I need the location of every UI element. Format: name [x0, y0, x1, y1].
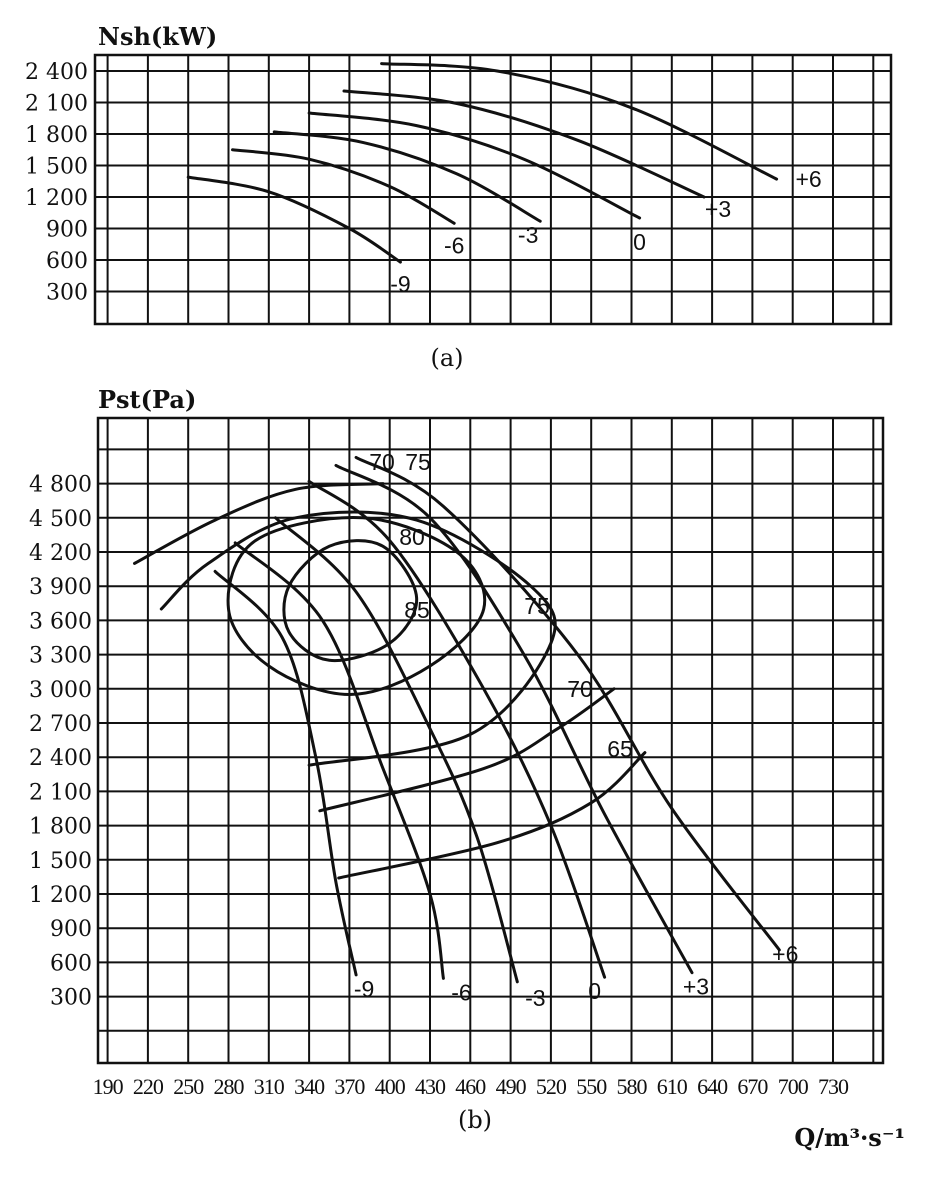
chart-b-xtick: 730: [818, 1074, 848, 1099]
chart-b-ytick: 3 900: [29, 575, 92, 601]
chart-a-curve-minus9: [188, 177, 400, 262]
chart-b-efficiency-label-70: 70: [567, 676, 593, 702]
chart-b-angle-label-minus9: -9: [353, 975, 375, 1002]
chart-b-ylabel: Pst(Pa): [98, 385, 197, 414]
chart-b-efficiency-curve-75-2: [161, 512, 555, 765]
chart-a-curve-label-0: 0: [633, 229, 646, 255]
chart-a-curve-labels: [390, 166, 821, 297]
chart-a-curve-label-minus3: -3: [517, 222, 539, 249]
chart-b-angle-label-plus3: +3: [682, 973, 710, 1000]
chart-b-ytick: 2 400: [29, 746, 92, 772]
chart-b-xtick: 580: [616, 1074, 647, 1099]
chart-b-xtick: 640: [697, 1074, 728, 1099]
chart-b-pressure: [29, 385, 905, 1152]
chart-b-xticks: [93, 1074, 849, 1099]
chart-a-ylabel: Nsh(kW): [98, 22, 218, 51]
chart-b-xtick: 280: [213, 1074, 244, 1099]
chart-b-xtick: 490: [495, 1074, 526, 1099]
chart-a-ytick: 900: [46, 217, 88, 243]
chart-a-ytick: 600: [46, 249, 88, 274]
chart-b-efficiency-label-75-top: 75: [405, 449, 431, 475]
chart-a-grid: [95, 55, 891, 324]
chart-b-ytick: 3 000: [29, 677, 92, 703]
chart-a-ytick: 1 500: [25, 154, 88, 180]
chart-b-efficiency-curve-70-1: [320, 689, 614, 811]
chart-b-efficiency-curve-80-4: [228, 518, 485, 695]
chart-b-efficiency-label-75: 75: [524, 593, 550, 619]
chart-a-curve-label-minus6: -6: [443, 232, 465, 259]
chart-b-xtick: 250: [173, 1074, 204, 1099]
chart-a-power: [25, 22, 891, 372]
chart-b-ytick: 4 200: [29, 541, 92, 566]
chart-a-caption: (a): [430, 344, 464, 372]
chart-b-efficiency-label-70: 70: [369, 449, 395, 475]
chart-b-ytick: 300: [50, 985, 92, 1011]
chart-b-caption: (b): [457, 1106, 493, 1134]
chart-b-curves: [135, 457, 780, 981]
chart-b-ytick: 4 500: [29, 506, 92, 532]
chart-a-frame: [95, 55, 891, 324]
chart-a-curve-label-plus6: +6: [795, 166, 822, 193]
chart-b-ytick: 3 600: [29, 609, 92, 635]
chart-b-xtick: 430: [415, 1074, 445, 1099]
chart-a-ytick: 1 800: [25, 123, 88, 148]
chart-b-ytick: 600: [50, 951, 92, 977]
chart-b-ytick: 1 500: [29, 848, 92, 874]
chart-b-ytick: 2 700: [29, 712, 92, 737]
chart-b-xtick: 610: [656, 1074, 687, 1099]
chart-a-curve-label-minus9: -9: [390, 271, 411, 298]
chart-a-ytick: 1 200: [25, 186, 88, 211]
chart-b-ytick: 1 200: [29, 883, 92, 908]
chart-b-xtick: 670: [737, 1074, 768, 1099]
chart-b-xtick: 550: [576, 1074, 607, 1099]
chart-a-curve-plus3: [344, 91, 704, 197]
chart-b-xtick: 190: [92, 1074, 123, 1099]
chart-a-ytick: 2 400: [25, 60, 88, 85]
chart-b-ytick: 3 300: [29, 643, 92, 669]
chart-b-efficiency-label-85: 85: [404, 597, 430, 623]
chart-b-ytick: 4 800: [29, 472, 92, 498]
chart-b-curve-labels: [354, 449, 798, 1011]
chart-b-yticks: [29, 473, 92, 1011]
chart-b-grid: [98, 418, 883, 1063]
chart-b-xtick: 310: [253, 1074, 284, 1099]
chart-a-curve-plus6: [382, 64, 777, 180]
chart-b-efficiency-label-65: 65: [607, 736, 633, 762]
chart-b-xtick: 220: [132, 1074, 163, 1099]
chart-b-xlabel: Q/m³·s⁻¹: [794, 1123, 905, 1152]
chart-b-xtick: 460: [455, 1074, 486, 1099]
chart-b-angle-curve-0: [309, 481, 604, 977]
chart-a-curve-label-plus3: +3: [704, 196, 732, 222]
chart-a-curve-minus3: [274, 132, 540, 221]
chart-b-xtick: 370: [334, 1074, 365, 1099]
chart-a-yticks: [25, 60, 88, 306]
chart-b-ytick: 900: [50, 917, 92, 943]
chart-b-efficiency-label-80: 80: [399, 524, 425, 550]
chart-b-angle-label-0: 0: [588, 978, 602, 1005]
chart-b-angle-label-plus6: +6: [772, 940, 799, 967]
chart-a-curves: [188, 64, 776, 263]
chart-b-xtick: 700: [777, 1074, 808, 1099]
chart-b-angle-label-minus6: -6: [451, 979, 472, 1006]
chart-a-ytick: 2 100: [25, 91, 88, 117]
chart-b-xtick: 340: [294, 1074, 325, 1099]
chart-b-ytick: 1 800: [29, 814, 92, 840]
chart-a-ytick: 300: [46, 280, 88, 306]
chart-b-xtick: 520: [535, 1074, 566, 1099]
chart-b-angle-label-minus3: -3: [525, 984, 546, 1011]
chart-b-xtick: 400: [374, 1074, 405, 1099]
chart-b-angle-curve-minus3: [276, 518, 518, 982]
chart-b-ytick: 2 100: [29, 780, 92, 806]
chart-b-frame: [98, 418, 883, 1063]
